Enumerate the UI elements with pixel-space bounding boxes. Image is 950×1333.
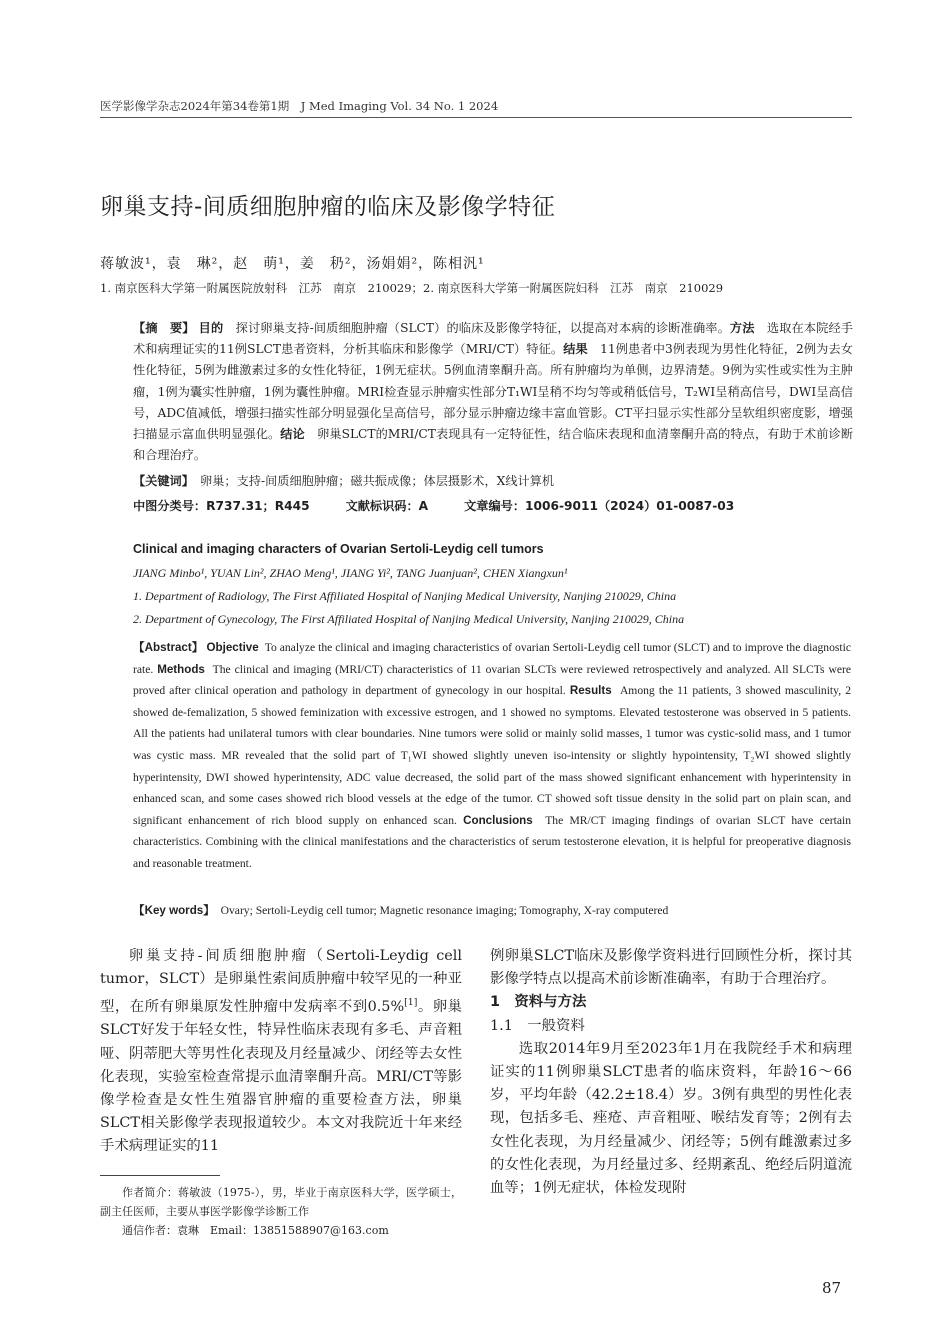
header-rule xyxy=(100,117,852,118)
english-affiliation-2: 2. Department of Gynecology, The First Affiliated Hospital of Nanjing Medical University, Nanjing 210029, China xyxy=(133,612,685,626)
results-cn-text: 11例患者中3例表现为男性化特征，2例为去女性化特征，5例为雌激素过多的女性化特征，1例无症状。5例血清睾酮升高。所有肿瘤均为单侧，边界清楚。9例为实性或实性为主肿瘤，1例为囊实性肿瘤，1例为囊性肿瘤。MRI检查显示肿瘤实性部分T₁WI呈稍不均匀等或稍低信号，T₂WI呈稍高信号，DWI呈高信号，ADC值减低，增强扫描实性部分明显强化呈高信号，部分显示肿瘤边缘丰富血管影。CT平扫显示实性部分呈软组织密度影，增强扫描显示富血供明显强化。 xyxy=(133,342,853,442)
keywords-en-label: 【Key words】 xyxy=(133,904,215,917)
objective-cn-text: 探讨卵巢支持-间质细胞肿瘤（SLCT）的临床及影像学特征，以提高对本病的诊断准确率。 xyxy=(235,321,730,335)
objective-en-label: Objective xyxy=(206,641,259,654)
intro-continuation: 例卵巢SLCT临床及影像学资料进行回顾性分析，探讨其影像学特点以提高术前诊断准确率，有助于合理治疗。 xyxy=(490,948,852,988)
document-code: 文献标识码：A xyxy=(345,499,429,513)
body-left-column xyxy=(100,945,462,1159)
footnote xyxy=(100,1183,462,1240)
english-title: Clinical and imaging characters of Ovarian Sertoli-Leydig cell tumors xyxy=(133,542,544,556)
english-affiliation-1: 1. Department of Radiology, The First Affiliated Hospital of Nanjing Medical University, Nanjing 210029, China xyxy=(133,589,677,603)
methods-cn-label: 方法 xyxy=(729,321,755,335)
keywords-en xyxy=(133,902,668,918)
article-number: 文章编号：1006-9011（2024）01-0087-03 xyxy=(464,499,735,513)
keywords-en-text: Ovary; Sertoli-Leydig cell tumor; Magnetic resonance imaging; Tomography, X-ray computered xyxy=(220,904,669,917)
article-title: 卵巢支持-间质细胞肿瘤的临床及影像学特征 xyxy=(100,194,556,220)
body-right-column xyxy=(490,945,852,1200)
keywords-cn-text: 卵巢；支持-间质细胞肿瘤；磁共振成像；体层摄影术，X线计算机 xyxy=(200,474,555,488)
results-cn-label: 结果 xyxy=(563,342,588,357)
corresponding-author: 通信作者：袁琳 Email：13851588907@163.com xyxy=(122,1224,389,1237)
affiliations: 1. 南京医科大学第一附属医院放射科 江苏 南京 210029；2. 南京医科大学第一附属医院妇科 江苏 南京 210029 xyxy=(100,281,724,295)
objective-en-text: To analyze the clinical and imaging characteristics of ovarian Sertoli-Leydig cell tumor (SLCT) and to improve the diagnostic rate. xyxy=(133,641,852,676)
section-heading-1: 1 资料与方法 xyxy=(490,994,587,1011)
journal-header: 医学影像学杂志2024年第34卷第1期 J Med Imaging Vol. 34 No. 1 2024 xyxy=(100,99,499,113)
abstract-cn-label: 【摘 要】 xyxy=(133,321,195,335)
keywords-cn-label: 【关键词】 xyxy=(133,474,188,488)
methods-en-text: The clinical and imaging (MRI/CT) characteristics of 11 ovarian SLCTs were reviewed retrospectively and analyzed. All SLCTs were proved after clinical operation and pathology in department of gynecology in our hospital. xyxy=(133,662,851,698)
conclusions-en-text: The MR/CT imaging findings of ovarian SLCT have certain characteristics. Combining with the clinical manifestations and the characteristics of serum testosterone elevation, it is helpful for preoperative diagnosis and reasonable treatment. xyxy=(133,813,851,870)
general-data-paragraph: 选取2014年9月至2023年1月在我院经手术和病理证实的11例卵巢SLCT患者的临床资料，年龄16～66岁，平均年龄（42.2±18.4）岁。3例有典型的男性化表现，包括多毛、痤疮、声音粗哑、喉结发育等；2例有去女性化表现，为月经量减少、闭经等；5例有雌激素过多的女性化表现，为月经量过多、经期紊乱、绝经后阴道流血等；1例无症状，体检发现附 xyxy=(490,1040,852,1197)
results-en-text: Among the 11 patients, 3 showed masculinity, 2 showed de-femalization, 5 showed feminization with excessive estrogen, and 1 showed no symptoms. Elevated testosterone was observed in 5 patients. All the patients had unilateral tumors with clear boundaries. Nine tumors were solid or mainly solid masses, 1 tumor was cystic-solid mass, and 1 tumor was cystic mass. MR revealed that the solid part of T₁WI showed slightly uneven iso-intensity or slightly hypointensity, T₂WI showed slightly hyperintensity, DWI showed hyperintensity, ADC value decreased, the solid part of the mass showed significant enhancement with hyperintensity in enhanced scan, and some cases showed rich blood vessels at the edge of the tumor. CT showed soft tissue density in the solid part on plain scan, and significant enhancement of rich blood supply on enhanced scan. xyxy=(133,684,852,827)
results-en-label: Results xyxy=(569,684,612,698)
section-heading-1-1: 1.1 一般资料 xyxy=(490,1017,585,1034)
keywords-cn xyxy=(133,472,554,489)
clc-number: 中图分类号：R737.31；R445 xyxy=(133,499,310,513)
abstract-cn xyxy=(133,318,853,466)
abstract-en-label: 【Abstract】 xyxy=(133,641,204,654)
page-number: 87 xyxy=(822,1279,842,1297)
methods-en-label: Methods xyxy=(157,662,205,676)
conclusion-cn-text: 卵巢SLCT的MRI/CT表现具有一定特征性，结合临床表现和血清睾酮升高的特点，有助于术前诊断和合理治疗。 xyxy=(133,427,854,463)
methods-cn-text: 选取在本院经手术和病理证实的11例SLCT患者资料，分析其临床和影像学（MRI/CT）特征。 xyxy=(133,321,854,357)
author-list: 蒋敏波¹，袁 琳²，赵 萌¹，姜 䄧²，汤娟娟²，陈相汎¹ xyxy=(100,256,485,272)
objective-cn-label: 目的 xyxy=(198,321,224,335)
conclusions-en-label: Conclusions xyxy=(463,813,533,827)
classification-line xyxy=(133,497,734,514)
english-authors: JIANG Minbo¹, YUAN Lin², ZHAO Meng¹, JIANG Yi², TANG Juanjuan², CHEN Xiangxun¹ xyxy=(133,566,568,580)
intro-paragraph: 卵巢支持-间质细胞肿瘤（Sertoli-Leydig cell tumor，SLCT）是卵巢性索间质肿瘤中较罕见的一种亚型，在所有卵巢原发性肿瘤中发病率不到0.5%[1]。卵巢SLCT好发于年轻女性，特异性临床表现有多毛、声音粗哑、阴蒂肥大等男性化表现及月经量减少、闭经等去女性化表现，实验室检查常提示血清睾酮升高。MRI/CT等影像学检查是女性生殖器官肿瘤的重要检查方法，卵巢SLCT相关影像学表现报道较少。本文对我院近十年来经手术病理证实的11 xyxy=(100,948,462,1155)
conclusion-cn-label: 结论 xyxy=(280,427,305,442)
author-intro: 作者简介：蒋敏波（1975-），男，毕业于南京医科大学，医学硕士，副主任医师，主要从事医学影像学诊断工作 xyxy=(100,1186,462,1218)
footnote-rule xyxy=(100,1175,220,1176)
citation-ref: [1] xyxy=(404,997,418,1009)
abstract-en xyxy=(133,637,851,875)
